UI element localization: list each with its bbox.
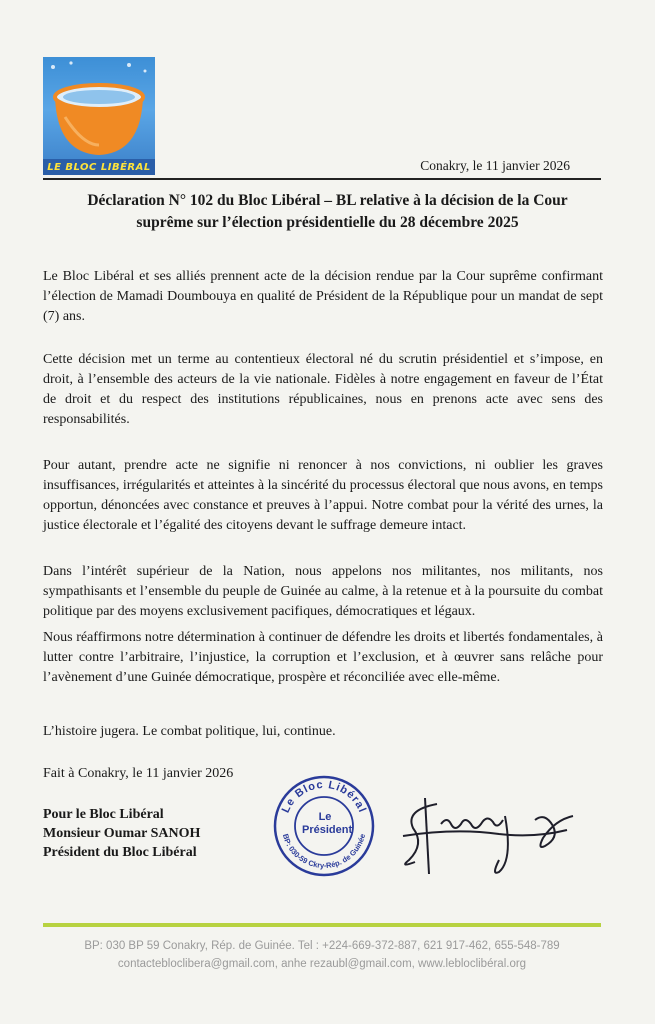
- bloc-liberal-logo: [43, 57, 155, 175]
- paragraph-2: Cette décision met un terme au contentieux électoral né du scrutin présidentiel et s’impose, en droit, à l’ensemble des acteurs de la vie nationale. Fidèles à notre engagement en faveur de l’État de droit et du respect des institutions républicaines, nous en prenons acte avec sens des responsabilités.: [43, 352, 603, 427]
- signatory-line-2: Monsieur Oumar SANOH: [43, 826, 201, 841]
- footer-divider: [43, 923, 601, 927]
- logo-text: LE BLOC LIBÉRAL: [47, 162, 151, 173]
- paragraph-6: L’histoire jugera. Le combat politique, lui, continue.: [43, 724, 336, 739]
- handwritten-signature: [395, 790, 595, 880]
- official-stamp: [272, 774, 376, 878]
- signatory-line-3: Président du Bloc Libéral: [43, 845, 197, 860]
- footer-address: BP: 030 BP 59 Conakry, Rép. de Guinée. Tel : +224-669-372-887, 621 917-462, 655-548-789: [84, 940, 560, 952]
- stamp-ring-bottom-text: BP: 030-59 Ckry-Rép. de Guinée: [280, 832, 368, 871]
- paragraph-3: Pour autant, prendre acte ne signifie ni renoncer à nos convictions, ni oublier les graves insuffisances, irrégularités et atteintes à la sincérité du processus électoral que nous avons, en temps opportun, dénoncées avec constance et preuves à l’appui. Notre combat pour la vérité des urnes, la justice électorale et l’égalité des citoyens devant le suffrage demeure intact.: [43, 458, 603, 533]
- paragraph-5: Nous réaffirmons notre détermination à continuer de défendre les droits et libertés fondamentales, à lutter contre l’arbitraire, l’injustice, la corruption et l’exclusion, et à œuvrer sans relâche pour l’avènement d’une Guinée démocratique, prospère et réconciliée avec elle-même.: [43, 630, 603, 685]
- title-line-1: Déclaration N° 102 du Bloc Libéral – BL relative à la décision de la Cour: [87, 192, 568, 209]
- paragraph-4: Dans l’intérêt supérieur de la Nation, nous appelons nos militantes, nos militants, nos sympathisants et l’ensemble du peuple de Guinée au calme, à la retenue et à la poursuite du combat politique par des moyens exclusivement pacifiques, démocratiques et légaux.: [43, 564, 603, 619]
- footer-contacts: contactebloclibera@gmail.com, anhe rezaubl@gmail.com, www.lebloclibéral.org: [117, 958, 527, 970]
- stamp-ring-top-text: Le Bloc Libéral: [279, 778, 369, 815]
- made-at-line: Fait à Conakry, le 11 janvier 2026: [43, 766, 234, 781]
- stamp-center: [302, 811, 353, 837]
- header-divider: [43, 178, 601, 180]
- paragraph-1: Le Bloc Libéral et ses alliés prennent acte de la décision rendue par la Cour suprême confirmant l’élection de Mamadi Doumbouya en qualité de Président de la République pour un mandat de sept (7) ans.: [43, 269, 603, 324]
- title-line-2: suprême sur l’élection présidentielle du 28 décembre 2025: [136, 214, 519, 231]
- stamp-center-line-1: Le: [318, 811, 332, 823]
- declaration-title: [55, 190, 600, 234]
- header-date: Conakry, le 11 janvier 2026: [420, 158, 570, 173]
- signatory-line-1: Pour le Bloc Libéral: [43, 807, 164, 822]
- bowl-logo-graphic: [43, 57, 155, 175]
- signatory-block: [43, 805, 200, 862]
- stamp-center-line-2: Président: [302, 824, 353, 836]
